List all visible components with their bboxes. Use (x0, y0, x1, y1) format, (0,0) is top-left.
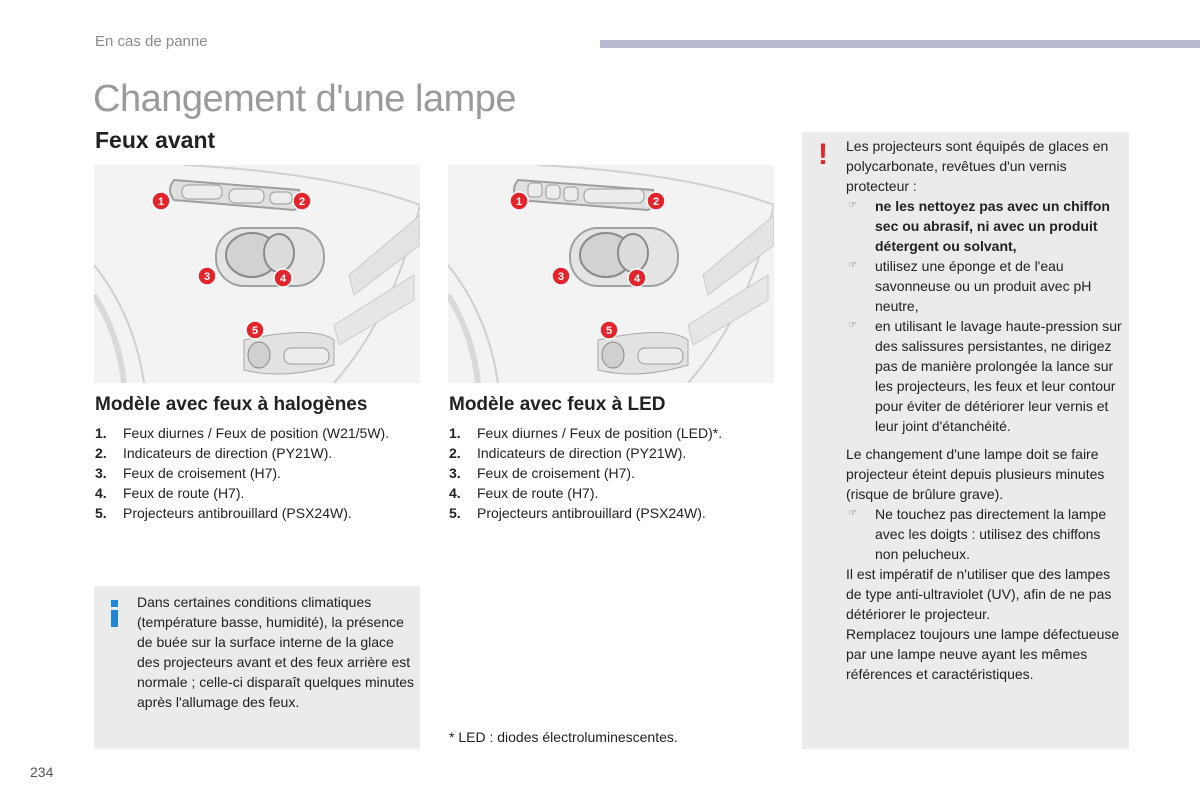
callout-3 (552, 267, 570, 285)
svg-text:5: 5 (251, 325, 259, 337)
callout-4 (628, 269, 646, 287)
info-note-box (94, 586, 420, 749)
svg-text:5: 5 (605, 325, 613, 337)
page-number: 234 (30, 764, 54, 780)
page-title: Changement d'une lampe (93, 78, 516, 120)
warning-bullet: ☞ utilisez une éponge et de l'eau savonneuse ou un produit avec pH neutre, (848, 258, 1092, 314)
svg-text:1: 1 (515, 196, 523, 208)
callout-1 (510, 192, 528, 210)
led-model-title: Modèle avec feux à LED (449, 394, 666, 415)
list-item: 2. Indicateurs de direction (PY21W). (95, 445, 333, 461)
led-parts-list (449, 423, 789, 523)
arrow-bullet-icon: ☞ (848, 200, 857, 211)
info-icon (111, 600, 119, 627)
list-item: 4. Feux de route (H7). (449, 485, 599, 501)
info-note-text: Dans certaines conditions climatiques (température basse, humidité), la présence de buée sur la surface interne de la glace des projecteurs avant et des feux arrière est normale ; celle-ci disparaît quelques minutes après l'allumage des feux. (137, 594, 415, 710)
warning-bullet: ☞ en utilisant le lavage haute-pression sur des salissures persistantes, ne dirigez pas de manière prolongée la lance sur les projecteurs, les feux et leur contour pour éviter de détériorer leur vernis et leur joint d'étanchéité. (848, 318, 1122, 434)
halogen-parts-list (95, 423, 435, 523)
list-item: 5. Projecteurs antibrouillard (PSX24W). (95, 505, 352, 521)
callout-1 (152, 192, 170, 210)
warning-paragraph: Il est impératif de n'utiliser que des lampes de type anti-ultraviolet (UV), afin de ne pas détériorer le projecteur. (846, 566, 1112, 622)
halogen-headlamp-illustration (94, 165, 420, 383)
warning-paragraph: Le changement d'une lampe doit se faire projecteur éteint depuis plusieurs minutes (risque de brûlure grave). (846, 446, 1105, 502)
callout-5 (246, 321, 264, 339)
svg-text:3: 3 (557, 271, 565, 283)
svg-text:1: 1 (157, 196, 165, 208)
led-headlamp-illustration (448, 165, 774, 383)
svg-text:4: 4 (279, 273, 287, 285)
led-footnote: * LED : diodes électroluminescentes. (449, 729, 678, 745)
list-item: 1. Feux diurnes / Feux de position (LED)*. (449, 425, 723, 441)
halogen-model-title: Modèle avec feux à halogènes (95, 394, 368, 415)
list-item: 3. Feux de croisement (H7). (95, 465, 281, 481)
warning-box (802, 132, 1129, 749)
header-accent-bar (600, 40, 1200, 48)
warning-intro: Les projecteurs sont équipés de glaces en polycarbonate, revêtues d'un vernis protecteur : (846, 138, 1109, 194)
callout-4 (274, 269, 292, 287)
warning-bullet: ☞ ne les nettoyez pas avec un chiffon sec ou abrasif, ni avec un produit détergent ou solvant, (848, 198, 1110, 254)
callout-5 (600, 321, 618, 339)
list-item: 3. Feux de croisement (H7). (449, 465, 635, 481)
arrow-bullet-icon: ☞ (848, 320, 857, 331)
warning-icon: ! (818, 138, 828, 171)
list-item: 2. Indicateurs de direction (PY21W). (449, 445, 687, 461)
warning-paragraph: Remplacez toujours une lampe défectueuse par une lampe neuve ayant les mêmes références et caractéristiques. (846, 626, 1120, 682)
svg-text:2: 2 (298, 196, 306, 208)
section-subtitle: Feux avant (95, 127, 216, 153)
svg-text:2: 2 (652, 196, 660, 208)
list-item: 5. Projecteurs antibrouillard (PSX24W). (449, 505, 706, 521)
callout-3 (198, 267, 216, 285)
warning-bullet: ☞ Ne touchez pas directement la lampe avec les doigts : utilisez des chiffons non pelucheux. (848, 506, 1107, 562)
list-item: 1. Feux diurnes / Feux de position (W21/5W). (95, 425, 390, 441)
arrow-bullet-icon: ☞ (848, 508, 857, 519)
callout-2 (647, 192, 665, 210)
callout-2 (293, 192, 311, 210)
warning-content (846, 136, 1124, 684)
section-label: En cas de panne (95, 33, 208, 50)
svg-text:3: 3 (203, 271, 211, 283)
list-item: 4. Feux de route (H7). (95, 485, 245, 501)
arrow-bullet-icon: ☞ (848, 260, 857, 271)
svg-text:4: 4 (633, 273, 641, 285)
